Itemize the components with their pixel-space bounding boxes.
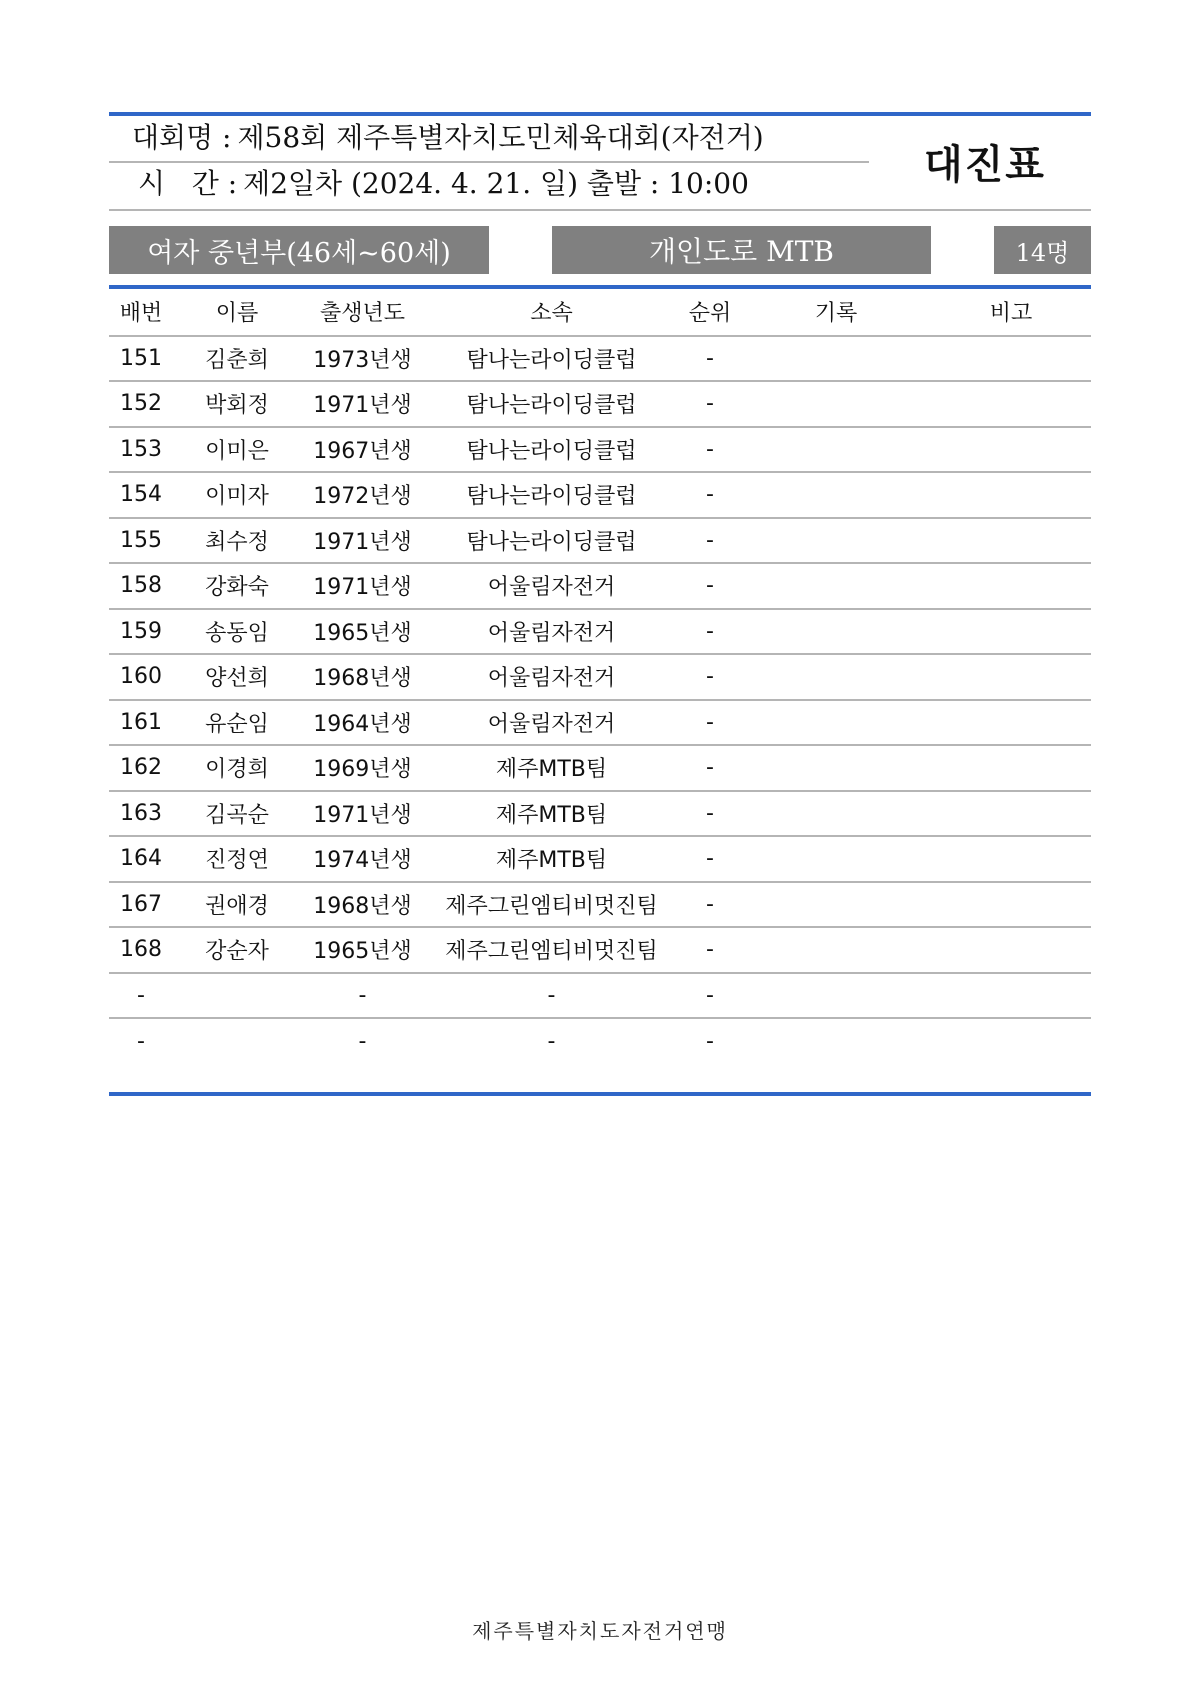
row-number: 167 xyxy=(120,891,162,917)
row-club: 탐나는라이딩클럽 xyxy=(466,347,637,373)
row-rank: - xyxy=(706,664,714,690)
row-rank: - xyxy=(706,436,714,462)
row-name: 양선희 xyxy=(205,666,269,692)
row-name: 송동임 xyxy=(205,620,269,646)
row-rank: - xyxy=(706,846,714,872)
row-note xyxy=(931,1019,1091,1065)
row-number: 158 xyxy=(120,573,162,599)
row-birth-year: 1971년생 xyxy=(313,393,412,419)
row-number: 162 xyxy=(120,755,162,781)
row-name xyxy=(173,974,301,1018)
row-note xyxy=(931,928,1091,972)
row-note xyxy=(931,746,1091,790)
row-name: 강화숙 xyxy=(205,575,269,601)
row-record xyxy=(741,1019,931,1065)
row-note xyxy=(931,382,1091,426)
row-number: 168 xyxy=(120,937,162,963)
row-rank: - xyxy=(706,709,714,735)
row-birth-year: 1967년생 xyxy=(313,438,412,464)
row-record xyxy=(741,792,931,836)
row-number: 154 xyxy=(120,482,162,508)
row-rank: - xyxy=(706,800,714,826)
time-line xyxy=(138,164,749,204)
row-note xyxy=(931,792,1091,836)
row-rank: - xyxy=(706,937,714,963)
document-title: 대진표 xyxy=(924,142,1046,188)
row-rank: - xyxy=(706,891,714,917)
row-note xyxy=(931,655,1091,699)
row-birth-year: 1965년생 xyxy=(313,620,412,646)
time-label: 시 간 : xyxy=(138,167,238,200)
row-record xyxy=(741,974,931,1018)
row-rank: - xyxy=(706,527,714,553)
row-record xyxy=(741,519,931,563)
column-header-birth-year: 출생년도 xyxy=(319,301,405,327)
table-row xyxy=(109,928,1091,974)
row-name: 진정연 xyxy=(205,848,269,874)
row-club: - xyxy=(547,982,556,1008)
row-number: - xyxy=(137,982,145,1008)
row-name: 권애경 xyxy=(205,893,269,919)
table-row xyxy=(109,746,1091,792)
table-row xyxy=(109,473,1091,519)
table-bottom-rule xyxy=(109,1092,1091,1096)
row-club: 제주그린엠티비멋진팀 xyxy=(445,893,658,919)
table-row xyxy=(109,337,1091,383)
row-club: 제주MTB팀 xyxy=(495,802,608,828)
row-club: 탐나는라이딩클럽 xyxy=(466,438,637,464)
table-row xyxy=(109,701,1091,747)
row-number: 163 xyxy=(120,800,162,826)
footer-organization: 제주특별자치도자전거연맹 xyxy=(472,1619,728,1643)
table-row xyxy=(109,974,1091,1020)
column-header-number: 배번 xyxy=(119,301,163,327)
column-header-name: 이름 xyxy=(215,301,259,327)
row-club: 제주MTB팀 xyxy=(495,848,608,874)
row-number: 152 xyxy=(120,391,162,417)
row-name: 이미자 xyxy=(205,484,269,510)
row-number: 155 xyxy=(120,527,162,553)
row-note xyxy=(931,610,1091,654)
row-birth-year: 1973년생 xyxy=(313,347,412,373)
table-row xyxy=(109,1019,1091,1065)
row-number: - xyxy=(137,1029,145,1055)
header-lower-rule xyxy=(109,209,1091,211)
row-birth-year: 1971년생 xyxy=(313,529,412,555)
row-name: 유순임 xyxy=(205,711,269,737)
row-club: 탐나는라이딩클럽 xyxy=(466,529,637,555)
row-club: 제주MTB팀 xyxy=(495,757,608,783)
row-note xyxy=(931,337,1091,381)
row-rank: - xyxy=(706,482,714,508)
row-birth-year: 1968년생 xyxy=(313,893,412,919)
row-club: 어울림자전거 xyxy=(487,575,616,601)
table-row xyxy=(109,792,1091,838)
row-rank: - xyxy=(706,1029,714,1055)
row-rank: - xyxy=(706,391,714,417)
table-row xyxy=(109,519,1091,565)
row-rank: - xyxy=(706,618,714,644)
table-row xyxy=(109,428,1091,474)
row-note xyxy=(931,974,1091,1018)
header-mid-rule xyxy=(109,161,869,163)
row-note xyxy=(931,701,1091,745)
row-club: - xyxy=(547,1029,556,1055)
row-name: 이미은 xyxy=(205,438,269,464)
row-note xyxy=(931,883,1091,927)
table-body xyxy=(109,337,1091,1065)
row-record xyxy=(741,564,931,608)
row-birth-year: - xyxy=(358,1029,367,1055)
table-row xyxy=(109,382,1091,428)
time-value: 제2일차 (2024. 4. 21. 일) 출발 : 10:00 xyxy=(243,167,749,200)
row-note xyxy=(931,428,1091,472)
row-record xyxy=(741,928,931,972)
row-record xyxy=(741,428,931,472)
row-birth-year: 1969년생 xyxy=(313,757,412,783)
column-header-rank: 순위 xyxy=(688,301,732,327)
row-club: 어울림자전거 xyxy=(487,620,616,646)
row-rank: - xyxy=(706,573,714,599)
row-note xyxy=(931,837,1091,881)
row-number: 164 xyxy=(120,846,162,872)
table-row xyxy=(109,655,1091,701)
row-birth-year: 1971년생 xyxy=(313,575,412,601)
row-birth-year: 1964년생 xyxy=(313,711,412,737)
row-club: 탐나는라이딩클럽 xyxy=(466,484,637,510)
row-rank: - xyxy=(706,755,714,781)
row-record xyxy=(741,610,931,654)
row-name: 김곡순 xyxy=(205,802,269,828)
row-record xyxy=(741,701,931,745)
row-number: 161 xyxy=(120,709,162,735)
event-name: 제58회 제주특별자치도민체육대회(자전거) xyxy=(237,121,764,154)
row-club: 탐나는라이딩클럽 xyxy=(466,393,637,419)
row-note xyxy=(931,519,1091,563)
event-name-line xyxy=(132,118,764,158)
row-name: 강순자 xyxy=(205,939,269,965)
row-note xyxy=(931,564,1091,608)
row-club: 어울림자전거 xyxy=(487,711,616,737)
table-row xyxy=(109,837,1091,883)
participant-count-tag: 14명 xyxy=(994,226,1091,274)
row-name: 최수정 xyxy=(205,529,269,555)
table-row xyxy=(109,883,1091,929)
row-birth-year: 1968년생 xyxy=(313,666,412,692)
row-number: 153 xyxy=(120,436,162,462)
row-record xyxy=(741,746,931,790)
row-name: 이경희 xyxy=(205,757,269,783)
row-birth-year: 1965년생 xyxy=(313,939,412,965)
event-label: 대회명 : xyxy=(132,121,232,154)
row-record xyxy=(741,337,931,381)
row-record xyxy=(741,883,931,927)
event-type-tag: 개인도로 MTB xyxy=(552,226,931,274)
row-name xyxy=(173,1019,301,1065)
row-note xyxy=(931,473,1091,517)
row-record xyxy=(741,837,931,881)
row-birth-year: 1971년생 xyxy=(313,802,412,828)
row-record xyxy=(741,655,931,699)
category-tag: 여자 중년부(46세~60세) xyxy=(109,226,489,274)
header-top-rule xyxy=(109,112,1091,116)
row-number: 160 xyxy=(120,664,162,690)
row-name: 김춘희 xyxy=(205,347,269,373)
column-header-club: 소속 xyxy=(530,301,573,327)
column-header-note: 비고 xyxy=(989,301,1033,327)
row-rank: - xyxy=(706,982,714,1008)
column-header-record: 기록 xyxy=(814,301,858,327)
row-birth-year: 1974년생 xyxy=(313,848,412,874)
row-club: 어울림자전거 xyxy=(487,666,616,692)
row-rank: - xyxy=(706,345,714,371)
row-number: 151 xyxy=(120,345,162,371)
table-header-row xyxy=(109,289,1091,337)
row-birth-year: - xyxy=(358,982,367,1008)
draw-table xyxy=(109,289,1091,1065)
row-number: 159 xyxy=(120,618,162,644)
table-row xyxy=(109,564,1091,610)
row-name: 박회정 xyxy=(205,393,269,419)
row-record xyxy=(741,382,931,426)
table-row xyxy=(109,610,1091,656)
row-record xyxy=(741,473,931,517)
row-birth-year: 1972년생 xyxy=(313,484,412,510)
row-club: 제주그린엠티비멋진팀 xyxy=(445,939,658,965)
